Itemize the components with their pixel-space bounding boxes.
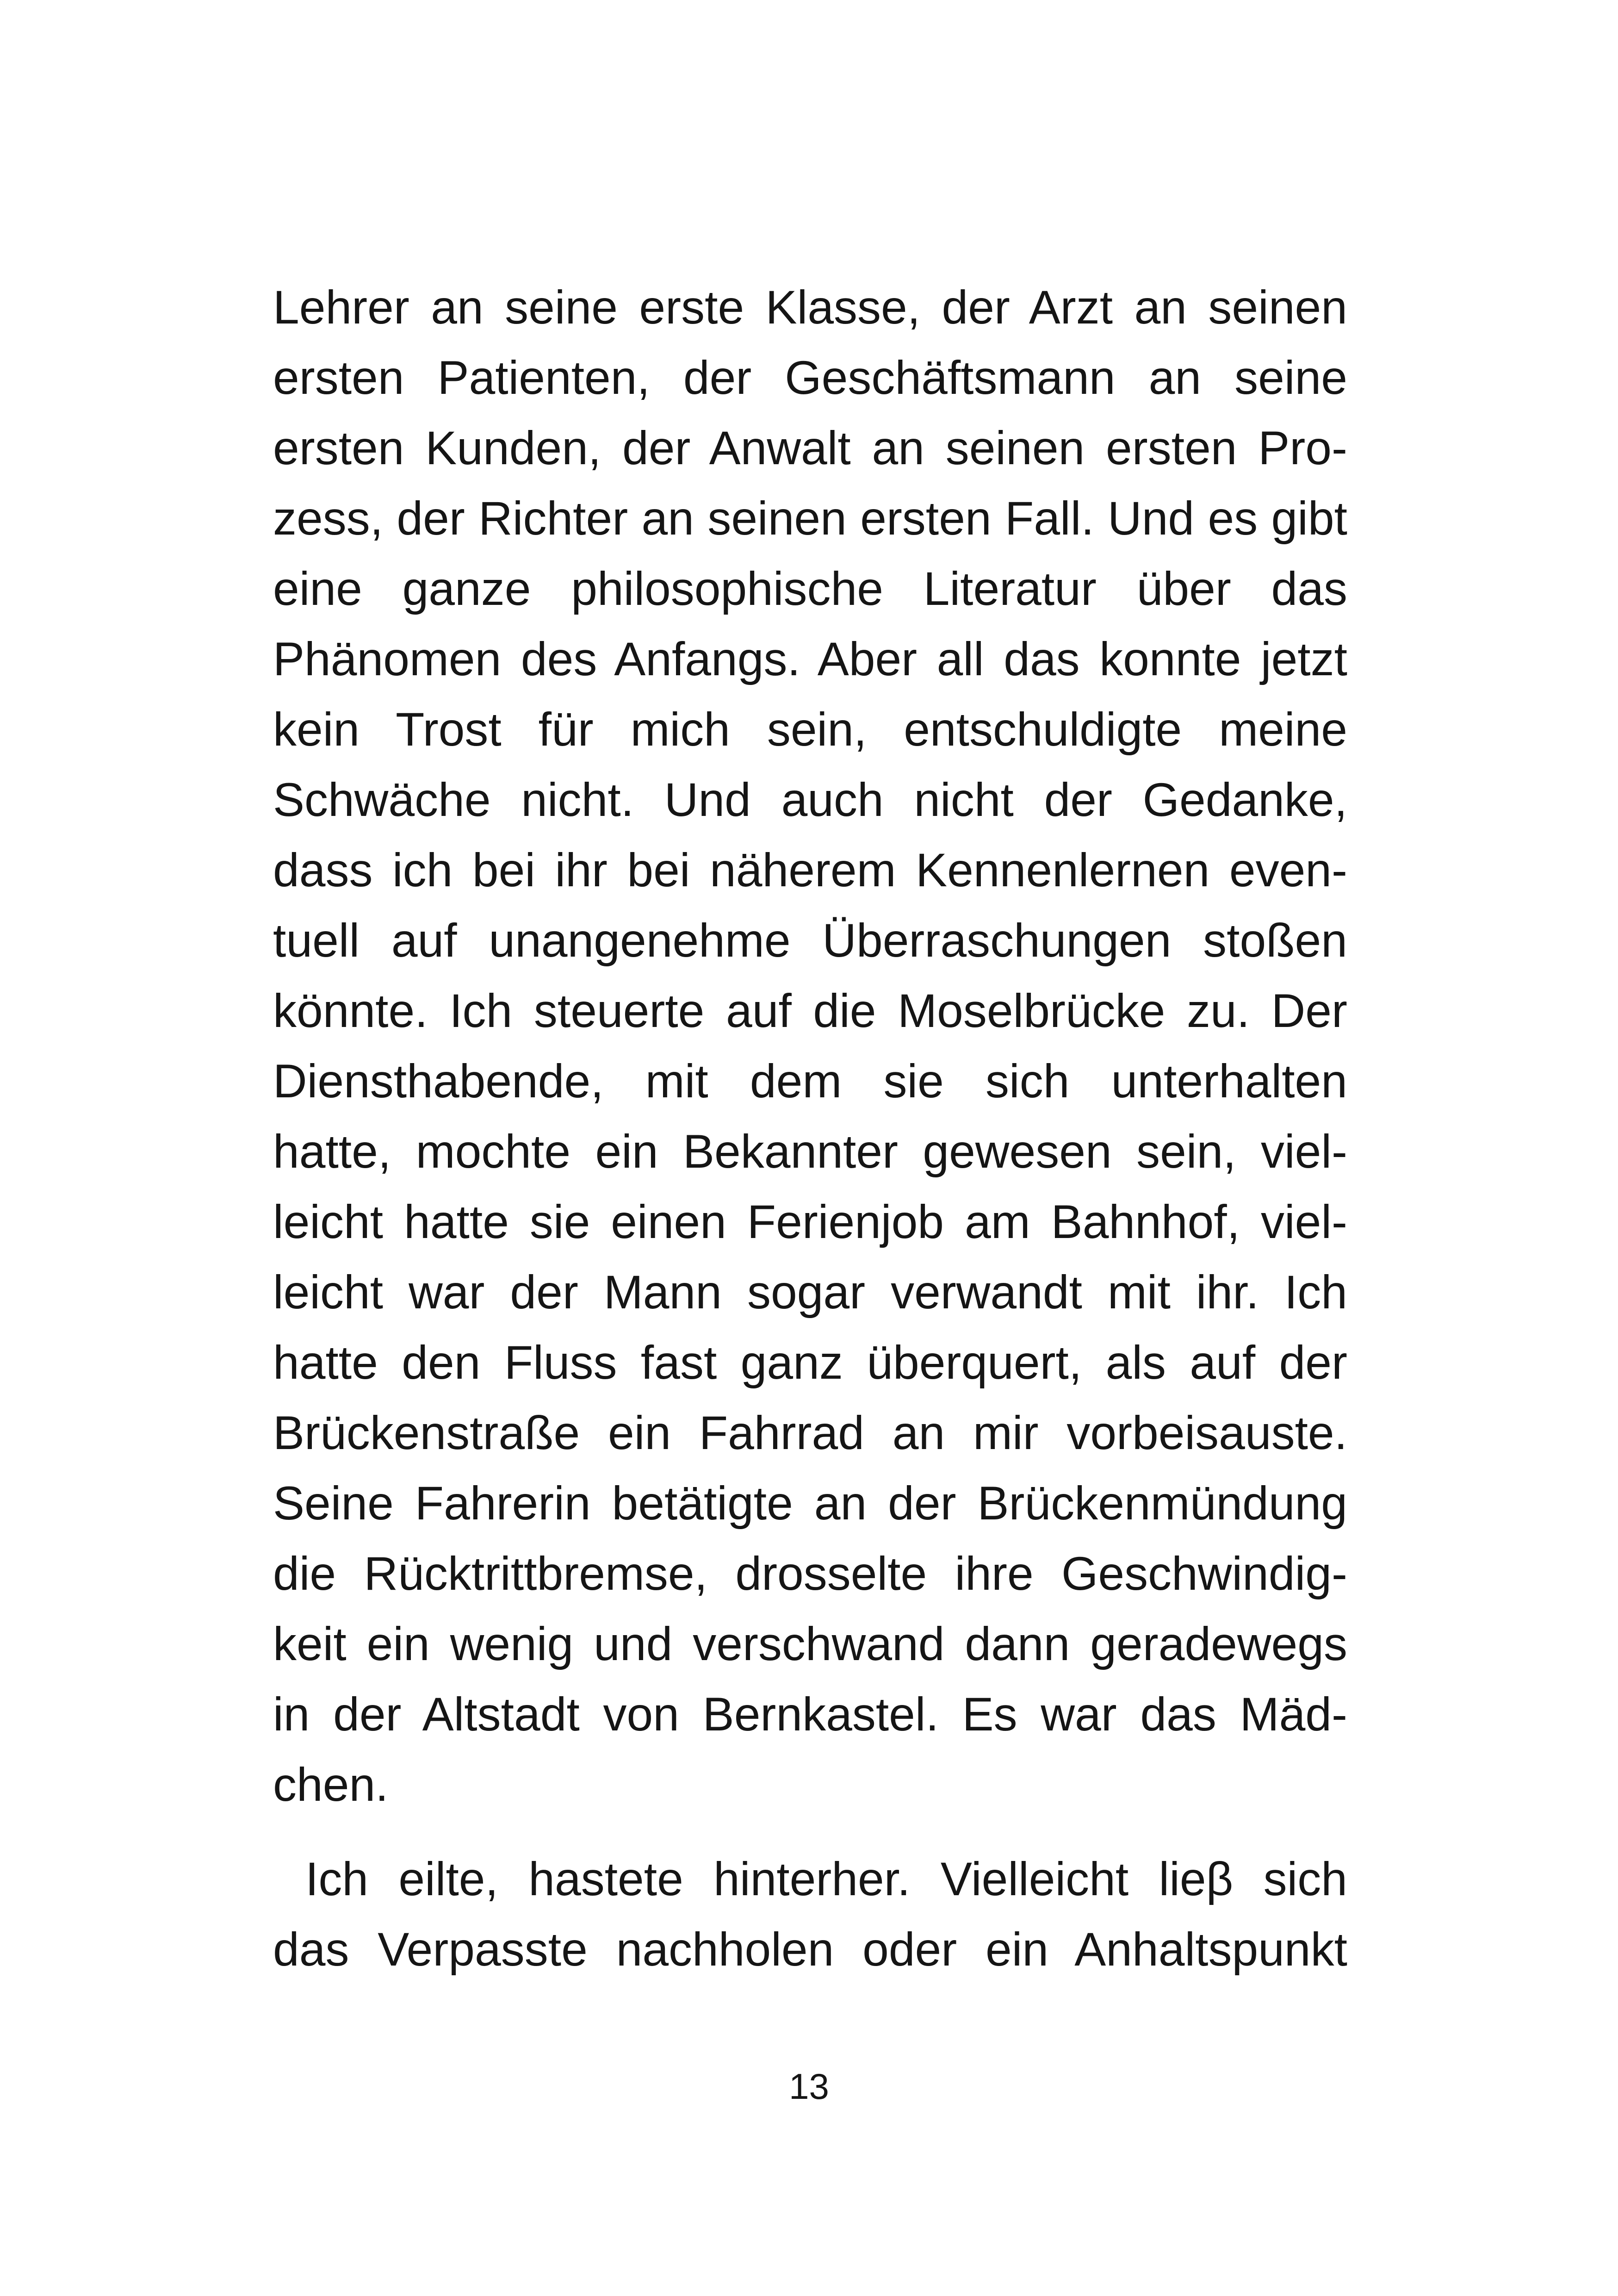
text-line: hatte den Fluss fast ganz überquert, als auf der <box>273 1336 1347 1389</box>
text-line: eine ganze philosophische Literatur über das <box>273 562 1347 615</box>
text-line: Lehrer an seine erste Klasse, der Arzt an seinen <box>273 281 1347 334</box>
text-line: in der Altstadt von Bernkastel. Es war das Mäd- <box>273 1688 1347 1741</box>
text-line: zess, der Richter an seinen ersten Fall. Und es gibt <box>273 492 1347 545</box>
text-line: Brückenstraße ein Fahrrad an mir vorbeisauste. <box>273 1406 1347 1459</box>
text-line: leicht war der Mann sogar verwandt mit ihr. Ich <box>273 1266 1347 1319</box>
text-line: ersten Kunden, der Anwalt an seinen ersten Pro- <box>273 422 1347 474</box>
text-line: Ich eilte, hastete hinterher. Vielleicht lieβ sich <box>305 1853 1347 1905</box>
text-line: hatte, mochte ein Bekannter gewesen sein, viel- <box>273 1125 1347 1178</box>
body-text <box>273 272 1347 1985</box>
text-line: könnte. Ich steuerte auf die Moselbrücke zu. Der <box>273 984 1347 1037</box>
text-line: tuell auf unangenehme Überraschungen stoßen <box>273 914 1347 967</box>
text-line: ersten Patienten, der Geschäftsmann an seine <box>273 351 1347 404</box>
text-line: Schwäche nicht. Und auch nicht der Gedanke, <box>273 773 1347 826</box>
text-line: leicht hatte sie einen Ferienjob am Bahnhof, viel- <box>273 1195 1347 1248</box>
text-line: keit ein wenig und verschwand dann geradewegs <box>273 1618 1347 1670</box>
paragraph-1 <box>273 272 1347 1820</box>
text-line: Phänomen des Anfangs. Aber all das konnte jetzt <box>273 633 1347 685</box>
paragraph-2 <box>273 1844 1347 1985</box>
text-line: dass ich bei ihr bei näherem Kennenlernen even- <box>273 844 1347 896</box>
text-line: Seine Fahrerin betätigte an der Brückenmündung <box>273 1477 1347 1530</box>
text-line: chen. <box>273 1758 389 1811</box>
text-line: die Rücktrittbremse, drosselte ihre Geschwindig- <box>273 1547 1347 1600</box>
paragraph-spacing <box>273 1820 1347 1844</box>
text-line: Diensthabende, mit dem sie sich unterhalten <box>273 1055 1347 1108</box>
text-line: kein Trost für mich sein, entschuldigte meine <box>273 703 1347 756</box>
page-number: 13 <box>789 2066 829 2107</box>
text-line: das Verpasste nachholen oder ein Anhaltspunkt <box>273 1923 1347 1976</box>
